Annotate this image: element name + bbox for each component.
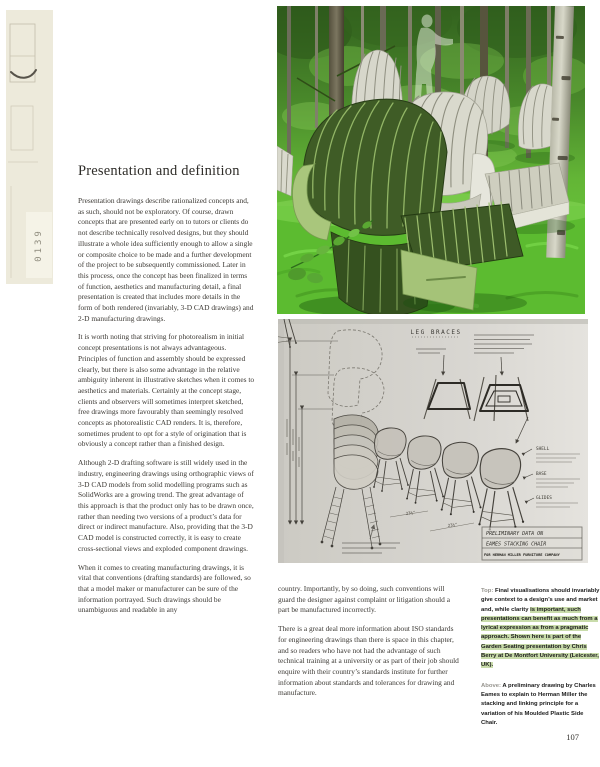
paragraph: There is a great deal more information about ISO standards for engineering drawings than there is space in this chapter, and so readers who have not had the advantage of such technical training at a university or as part of their job should enquire with their country’s standards institute for further information about standards and tolerances for drawing and manufacture. — [278, 624, 459, 698]
forest-render-art — [277, 6, 585, 314]
forest-seating-render — [277, 6, 585, 314]
caption-top-highlight: is important, such presentations can benefit as much from a lyrical expression as from a pragmatic approach. Shown here is part of the Garden Seating presentation by Chris Berry at De Montfort University (Leicester, UK). — [481, 606, 599, 669]
paragraph: country. Importantly, by so doing, such conventions will guard the designer against complaint or litigation should a part be manufactured incorrectly. — [278, 584, 450, 615]
caption-top-label: Top: — [481, 588, 494, 594]
label-shell: SHELL — [536, 447, 550, 452]
paragraph: Presentation drawings describe rationalized concepts and, as such, should not be exploratory. Of course, drawn concepts that are presented early on to tutors or clients do not describe technically resolved designs, but they should illustrate a whole idea sufficiently enough to allow a single or composite choice to be made and a further development of the project to be subsequently commissioned. Later in this process, once the concept has been finalized in terms of function, aesthetics and manufacturing detail, a final presentation is created that includes more details in the form of both rendered (invariably, 3-D CAD drawings) and 2-D manufacturing drawings. — [78, 196, 254, 323]
paragraph: It is worth noting that striving for photorealism in initial concept presentations is not always advantageous. Principles of function and assembly should be expressed clearly, but there is also some advantage in the relative ambiguity inherent in illustrative sketches when it comes to aesthetics and materials. Certainly at the concept stage, clients and observers will sometimes interpret sketched, free drawings more favourably than seemingly resolved concepts as photorealistic CAD renders. It is, therefore, sometimes prudent to opt for a style of origination that is obviously a concept rather than a finished design. — [78, 332, 255, 449]
stamp-panel — [26, 212, 52, 278]
caption-column — [481, 587, 600, 739]
page-title: Presentation and definition — [78, 163, 240, 179]
drawing-heading: LEG BRACES — [410, 329, 462, 336]
caption-above — [481, 682, 600, 728]
svg-text:23¼": 23¼" — [405, 509, 416, 516]
title-block-line-3: FOR HERMAN MILLER FURNITURE COMPANY — [484, 553, 560, 557]
title-block — [482, 527, 582, 560]
caption-above-text: A preliminary drawing by Charles Eames to explain to Herman Miller the stacking and linking principle for a variation of his Moulded Plastic Side Chair. — [481, 682, 596, 726]
paragraph: Although 2-D drafting software is still widely used in the industry, engineering drawings using orthographic views of 3-D CAD models from solid modelling programs such as SolidWorks are a growing trend. The great advantage of this approach is that the product only has to be drawn once, rather than needing two versions of a product’s data for direct or indirect manufacture. Also, providing that the 3-D CAD model is constructed correctly, it is easy to create cross-sectional views and exploded component drawings. — [78, 458, 254, 553]
svg-text:23¼": 23¼" — [447, 521, 458, 528]
page-number: 107 — [566, 732, 579, 742]
paragraph: When it comes to creating manufacturing drawings, it is vital that conventions (drafting standards) are followed, so that a model maker or manufacturer can be sure of the information portrayed. Such drawings should be unambiguous and readable in any — [78, 562, 251, 615]
margin-sketch-strip — [6, 10, 53, 284]
middle-text-column — [278, 584, 461, 707]
green-ottoman — [401, 202, 527, 313]
label-glides: GLIDES — [536, 496, 552, 501]
drawing-art — [278, 319, 588, 563]
label-base: BASE — [536, 472, 547, 477]
page-stamp-number: 0139 — [34, 228, 44, 262]
eames-preliminary-drawing — [278, 319, 588, 563]
title-block-line-1: PRELIMINARY DATA ON — [486, 531, 544, 537]
caption-top — [481, 587, 600, 671]
left-text-column — [78, 196, 255, 624]
caption-above-label: Above: — [481, 682, 501, 689]
title-block-line-2: EAMES STACKING CHAIR — [486, 541, 547, 548]
caption-top-intro: Final visualisations should invariably give context to a design’s use and market and, while clarity — [481, 588, 600, 613]
